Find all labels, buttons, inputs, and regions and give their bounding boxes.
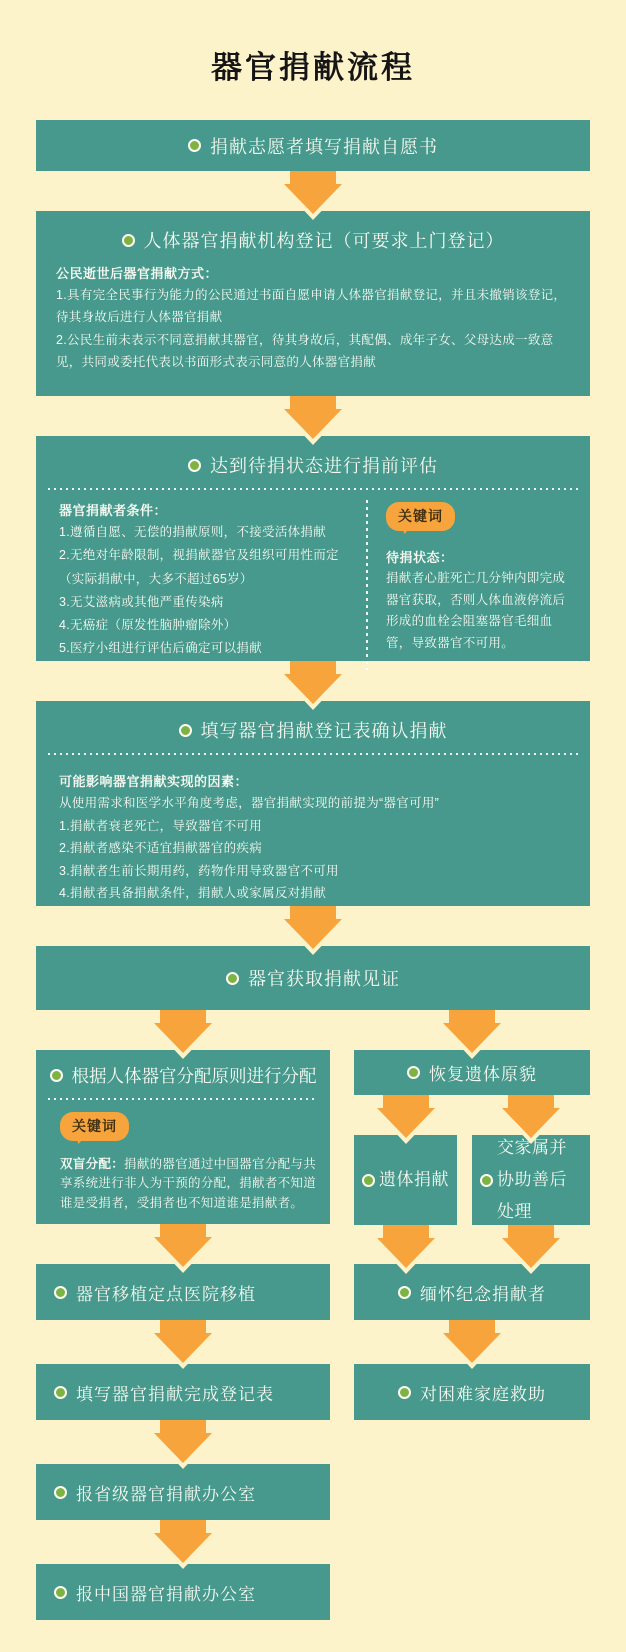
down-arrow-icon (148, 1320, 218, 1364)
bullet-icon (54, 1586, 67, 1599)
step-title-text: 缅怀纪念捐献者 (420, 1284, 546, 1304)
bullet-icon (188, 459, 201, 472)
bullet-icon (362, 1174, 375, 1187)
detail-line: 5.医疗小组进行评估后确定可以捐献 (59, 641, 263, 656)
section-heading: 可能影响器官捐献实现的因素： (59, 774, 249, 789)
detail-line: 1.具有完全民事行为能力的公民通过书面自愿申请人体器官捐献登记，并且未撤销该登记，待其身故后进行人体器官捐献 (56, 288, 567, 325)
keyword-panel (368, 494, 590, 670)
down-arrow-icon (496, 1225, 566, 1264)
split-arrows (354, 1095, 590, 1135)
section-heading: 公民逝世后器官捐献方式： (56, 266, 219, 281)
down-arrow-icon (148, 1010, 218, 1050)
step-title-text: 填写器官捐献完成登记表 (76, 1384, 274, 1404)
keyword-term: 双盲分配： (60, 1157, 125, 1171)
step-title (188, 133, 438, 159)
keyword-term: 待捐状态： (386, 550, 454, 565)
detail-line: 2.公民生前未表示不同意捐献其器官，待其身故后，其配偶、成年子女、父母达成一致意见，共同或委托代表以书面形式表示同意的人体器官捐献 (56, 332, 554, 369)
step-title-text: 遗体捐献 (379, 1169, 449, 1189)
bullet-icon (407, 1066, 420, 1079)
down-arrow-icon (148, 1224, 218, 1264)
down-arrow-icon (371, 1095, 441, 1135)
factors-panel (36, 755, 590, 905)
detail-line: 1.捐献者衰老死亡，导致器官不可用 (59, 818, 263, 833)
branch-columns (36, 1010, 590, 1620)
detail-line: 1.遵循自愿、无偿的捐献原则，不接受活体捐献 (59, 525, 327, 539)
detail-line: 从使用需求和医学水平角度考虑，器官捐献实现的前提为“器官可用” (59, 796, 440, 810)
flow-column (36, 120, 590, 1620)
completion-form-box (36, 1364, 330, 1420)
down-arrow-icon (278, 906, 348, 946)
step-title-text: 捐献志愿者填写捐献自愿书 (210, 136, 438, 157)
detail-line: 2.无绝对年龄限制，视捐献器官及组织可用性而定 (59, 548, 339, 563)
down-arrow-icon (371, 1225, 441, 1264)
bullet-icon (122, 234, 135, 247)
body-restoration-branch (354, 1010, 590, 1420)
step-title-text: 填写器官捐献登记表确认捐献 (200, 721, 448, 741)
bullet-icon (480, 1174, 493, 1187)
detail-line: （实际捐献中，大多不超过65岁） (59, 571, 253, 586)
bullet-icon (226, 972, 239, 985)
family-handover-box (472, 1135, 590, 1225)
detail-line: 2.捐献者感染不适宜捐献器官的疾病 (59, 841, 263, 855)
step-witness-box (36, 946, 590, 1010)
bullet-icon (398, 1386, 411, 1399)
down-arrow-icon (437, 1320, 507, 1364)
keyword-text: 捐献者心脏死亡几分钟内即完成器官获取，否则人体血液停流后形成的血栓会阻塞器官毛细血管，导致器官不可用。 (386, 571, 566, 650)
sub-boxes-row (354, 1135, 590, 1225)
step-title-text: 器官移植定点医院移植 (76, 1284, 256, 1304)
step-confirm-donation-box (36, 701, 590, 906)
donor-conditions-panel (36, 494, 366, 670)
bullet-icon (398, 1286, 411, 1299)
step-title-text: 器官获取捐献见证 (248, 969, 400, 989)
step-registration-box (36, 211, 590, 396)
keyword-badge: 关键词 (60, 1112, 129, 1141)
bullet-icon (179, 724, 192, 737)
step-title-text: 交家属并协助善后处理 (497, 1137, 567, 1222)
down-arrow-icon (437, 1010, 507, 1050)
step-title (56, 227, 570, 253)
family-aid-box (354, 1364, 590, 1420)
bullet-icon (188, 139, 201, 152)
down-arrow-icon (278, 661, 348, 701)
step-title (407, 1060, 537, 1085)
bullet-icon (54, 1486, 67, 1499)
keyword-panel (36, 1100, 330, 1213)
step-title-text: 根据人体器官分配原则进行分配 (71, 1066, 317, 1086)
step-title (226, 965, 400, 991)
step-evaluation-box (36, 436, 590, 661)
step-title-text: 对困难家庭救助 (420, 1384, 546, 1404)
step-title-text: 达到待捐状态进行捐前评估 (210, 456, 438, 476)
step-title (36, 452, 590, 478)
step-title-text: 人体器官捐献机构登记（可要求上门登记） (143, 231, 505, 251)
merge-arrows (354, 1225, 590, 1264)
step-title-text: 恢复遗体原貌 (429, 1065, 537, 1084)
step-title-text: 报中国器官捐献办公室 (76, 1584, 256, 1604)
bullet-icon (54, 1386, 67, 1399)
body-donation-box (354, 1135, 457, 1225)
bullet-icon (50, 1069, 63, 1082)
down-arrow-icon (278, 396, 348, 436)
down-arrow-icon (496, 1095, 566, 1135)
down-arrow-icon (148, 1420, 218, 1464)
down-arrow-icon (148, 1520, 218, 1564)
provincial-office-box (36, 1464, 330, 1520)
detail-line: 3.无艾滋病或其他严重传染病 (59, 594, 224, 609)
keyword-text: 双盲分配：捐献的器官通过中国器官分配与共享系统进行非人为干预的分配，捐献者不知道谁是受捐者，受捐者也不知道谁是捐献者。 (60, 1157, 317, 1210)
step-title (36, 1063, 330, 1088)
section-heading: 器官捐献者条件： (59, 503, 168, 518)
page-title: 器官捐献流程 (211, 50, 415, 85)
national-office-box (36, 1564, 330, 1620)
step-title (36, 717, 590, 743)
bullet-icon (54, 1286, 67, 1299)
step-title-text: 报省级器官捐献办公室 (76, 1484, 256, 1504)
detail-line: 4.捐献者具备捐献条件，捐献人或家属反对捐献 (59, 886, 327, 900)
detail-line: 4.无癌症（原发性脑肿瘤除外） (59, 618, 237, 632)
down-arrow-icon (278, 171, 348, 211)
allocation-box (36, 1050, 330, 1224)
allocation-branch (36, 1010, 330, 1620)
keyword-badge: 关键词 (386, 502, 455, 531)
detail-line: 3.捐献者生前长期用药，药物作用导致器官不可用 (59, 863, 339, 878)
step-volunteer-form-box (36, 120, 590, 171)
